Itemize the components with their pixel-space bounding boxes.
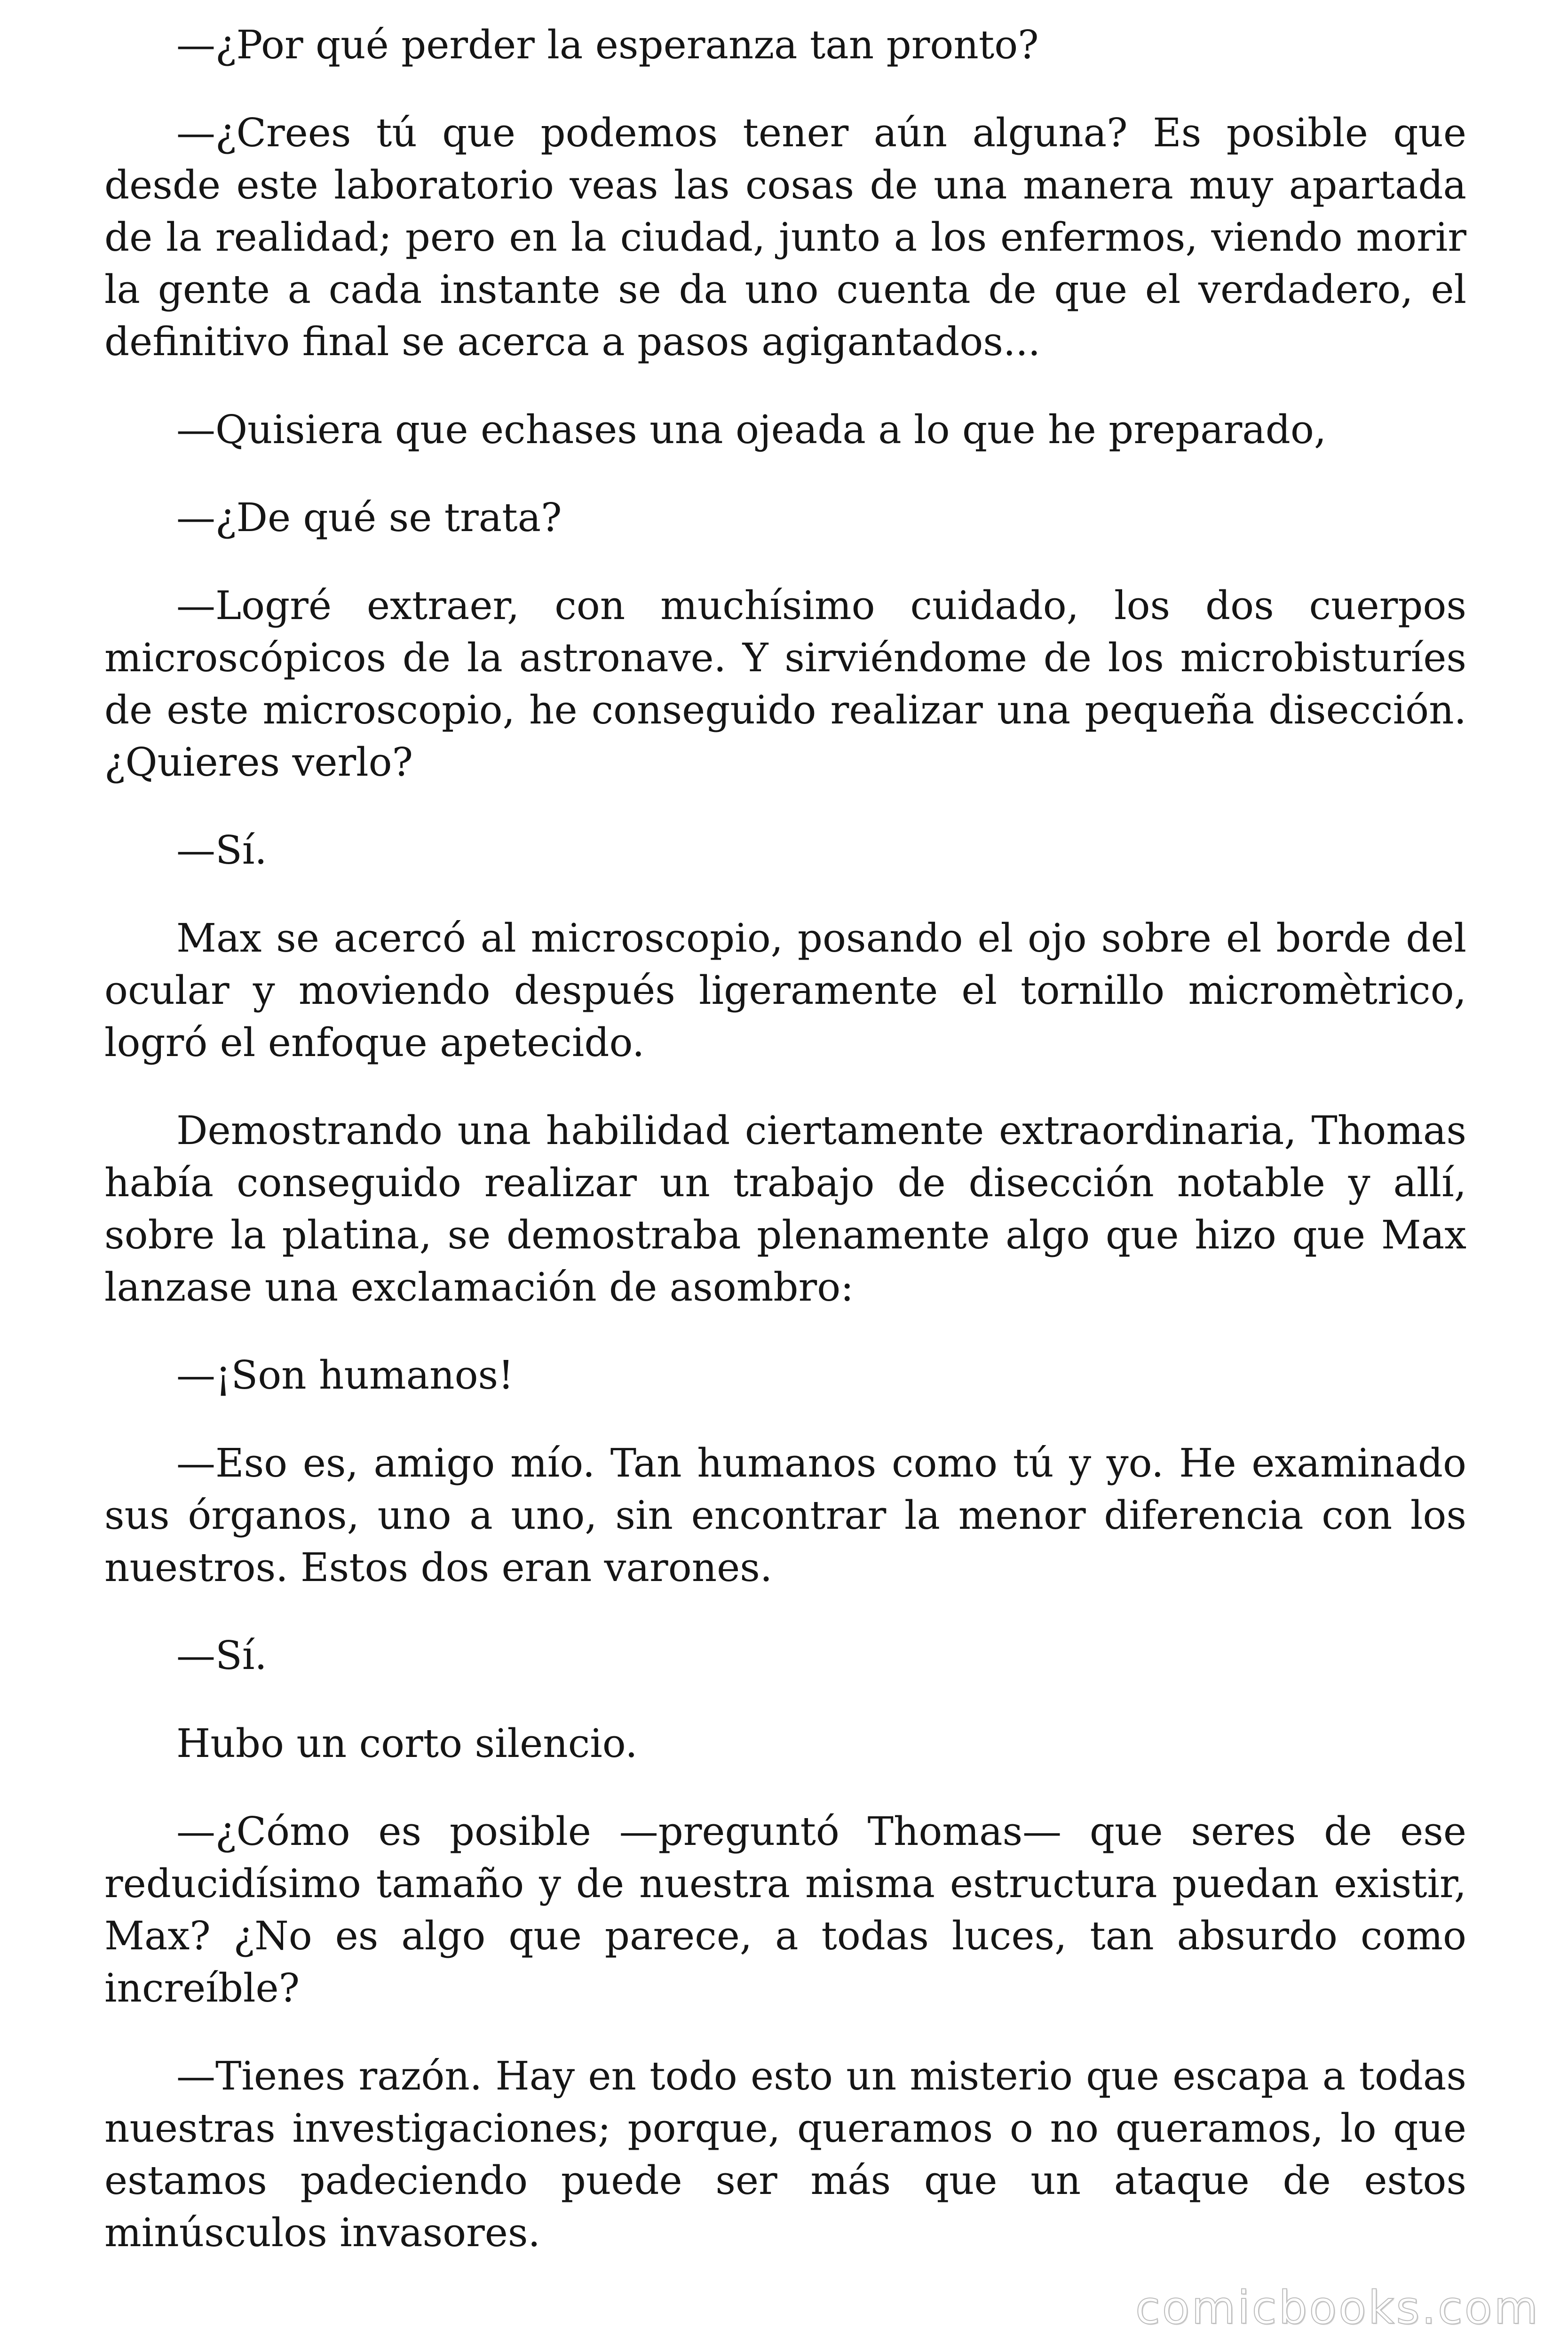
paragraph: —Logré extraer, con muchísimo cuidado, los dos cuerpos microscópicos de la astronave. Y sirviéndome de los microbisturíes de este microscopio, he conseguido realizar una pequeña disección. ¿Quieres verlo? <box>104 583 1466 785</box>
paragraph: —Eso es, amigo mío. Tan humanos como tú y yo. He examinado sus órganos, uno a uno, sin encontrar la menor diferencia con los nuestros. Estos dos eran varones. <box>104 1440 1466 1590</box>
paragraph: —Sí. <box>176 1633 267 1678</box>
paragraph: —¿Crees tú que podemos tener aún alguna? Es posible que desde este laboratorio veas las cosas de una manera muy apartada de la realidad; pero en la ciudad, junto a los enfermos, viendo morir la gente a cada instante se da uno cuenta de que el verdadero, el definitivo final se acerca a pasos agigantados... <box>104 110 1466 365</box>
paragraph: Demostrando una habilidad ciertamente extraordinaria, Thomas había conseguido realizar un trabajo de disección notable y allí, sobre la platina, se demostraba plenamente algo que hizo que Max lanzase una exclamación de asombro: <box>104 1108 1466 1310</box>
paragraph: —¿Cómo es posible —preguntó Thomas— que seres de ese reducidísimo tamaño y de nuestra misma estructura puedan existir, Max? ¿No es algo que parece, a todas luces, tan absurdo como increíble? <box>104 1809 1466 2011</box>
paragraph: —Quisiera que echases una ojeada a lo que he preparado, <box>176 407 1327 453</box>
paragraph: —¡Son humanos! <box>176 1352 514 1398</box>
paragraph: —Sí. <box>176 827 267 873</box>
page-text <box>104 19 1466 2295</box>
paragraph: —Tienes razón. Hay en todo esto un misterio que escapa a todas nuestras investigaciones; porque, queramos o no queramos, lo que estamos padeciendo puede ser más que un ataque de estos minúsculos invasores. <box>104 2053 1466 2256</box>
paragraph: —¿Por qué perder la esperanza tan pronto? <box>176 22 1039 68</box>
watermark: comicbooks.com <box>1135 2281 1540 2334</box>
paragraph: —¿De qué se trata? <box>176 495 562 540</box>
paragraph: Hubo un corto silencio. <box>176 1721 638 1766</box>
paragraph: Max se acercó al microscopio, posando el ojo sobre el borde del ocular y moviendo después ligeramente el tornillo micromètrico, logró el enfoque apetecido. <box>104 915 1466 1065</box>
